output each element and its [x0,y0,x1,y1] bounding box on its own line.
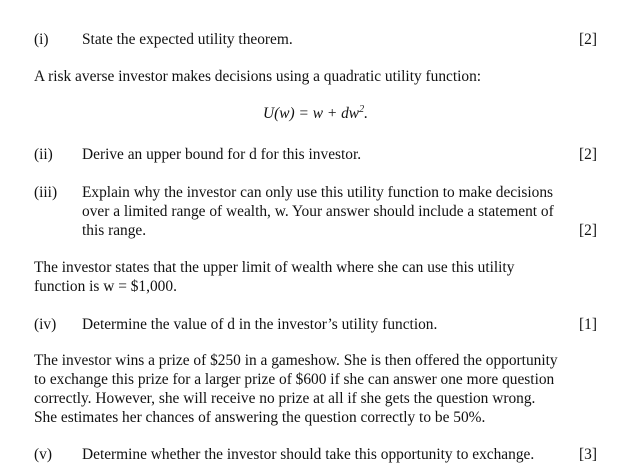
question-number: (i) [34,31,49,48]
paragraph-line: The investor wins a prize of $250 in a gameshow. She is then offered the opportunity [34,352,558,369]
question-text: State the expected utility theorem. [82,31,293,48]
question-number: (v) [34,446,52,463]
question-text: Derive an upper bound for d for this investor. [82,146,362,163]
utility-formula [0,104,631,123]
upper-limit-paragraph [34,258,597,296]
marks: [1] [579,316,597,333]
question-text-line: over a limited range of wealth, w. Your answer should include a statement of [82,203,554,220]
paragraph-line: She estimates her chances of answering the question correctly to be 50%. [34,409,486,426]
marks: [2] [579,31,597,48]
marks: [2] [579,146,597,163]
marks: [2] [579,222,597,239]
intro-paragraph: A risk averse investor makes decisions using a quadratic utility function: [34,68,482,85]
marks: [3] [579,446,597,463]
paragraph-line: The investor states that the upper limit of wealth where she can use this utility [34,259,515,276]
formula-lhs: U(w) = w + dw [263,105,360,122]
paragraph-line: to exchange this prize for a larger prize of $600 if she can answer one more question [34,371,555,388]
question-text: Determine whether the investor should take this opportunity to exchange. [82,446,535,463]
question-number: (ii) [34,146,53,163]
question-number: (iii) [34,184,58,201]
question-text: Determine the value of d in the investor’s utility function. [82,316,438,333]
paragraph-line: function is w = $1,000. [34,278,177,295]
question-text-line: Explain why the investor can only use this utility function to make decisions [82,184,554,201]
question-number: (iv) [34,316,57,333]
paragraph-line: correctly. However, she will receive no prize at all if she gets the question wrong. [34,390,536,407]
prize-paragraph [34,351,597,427]
question-text-line: this range. [82,222,147,239]
formula-exponent: 2 [359,103,365,115]
formula-end: . [364,105,368,122]
